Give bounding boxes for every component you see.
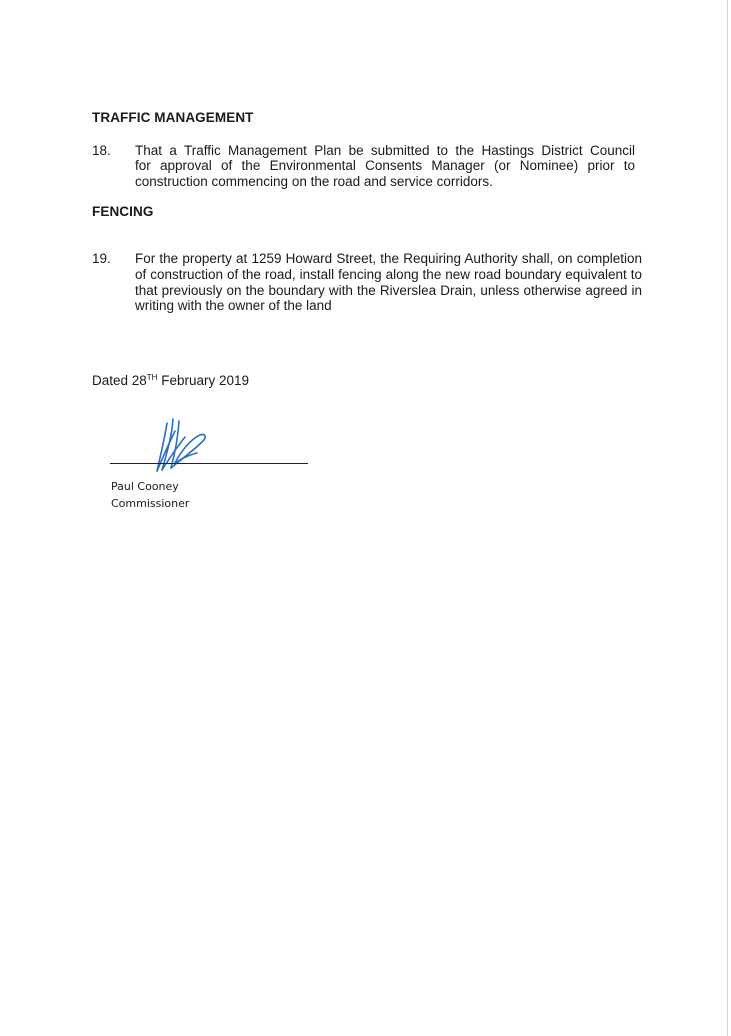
- signatory-name: Paul Cooney: [111, 480, 179, 493]
- heading-traffic-management: TRAFFIC MANAGEMENT: [92, 110, 254, 125]
- clause-19-line-1: For the property at 1259 Howard Street, the Requiring Authority shall, on completion: [135, 251, 642, 266]
- clause-number-19: 19.: [92, 251, 111, 266]
- page-edge: [727, 0, 728, 1036]
- clause-19-line-2: of construction of the road, install fencing along the new road boundary equivalent to: [135, 267, 642, 282]
- clause-18-line-1: That a Traffic Management Plan be submitted to the Hastings District Council: [135, 143, 635, 158]
- signatory-title: Commissioner: [111, 497, 190, 510]
- dated-prefix: Dated 28: [92, 373, 147, 388]
- clause-18-line-2: for approval of the Environmental Consents Manager (or Nominee) prior to: [135, 158, 635, 173]
- clause-18-line-3: construction commencing on the road and service corridors.: [135, 174, 493, 189]
- dated-superscript: TH: [146, 373, 158, 382]
- clause-19-line-3: that previously on the boundary with the Riverslea Drain, unless otherwise agreed in: [135, 283, 642, 298]
- dated-suffix: February 2019: [157, 373, 250, 388]
- heading-fencing: FENCING: [92, 204, 154, 219]
- dated-line: [92, 373, 249, 388]
- clause-19-line-4: writing with the owner of the land: [135, 298, 332, 313]
- clause-number-18: 18.: [92, 143, 111, 158]
- signature-line: [110, 463, 308, 464]
- handwritten-signature: [145, 413, 215, 475]
